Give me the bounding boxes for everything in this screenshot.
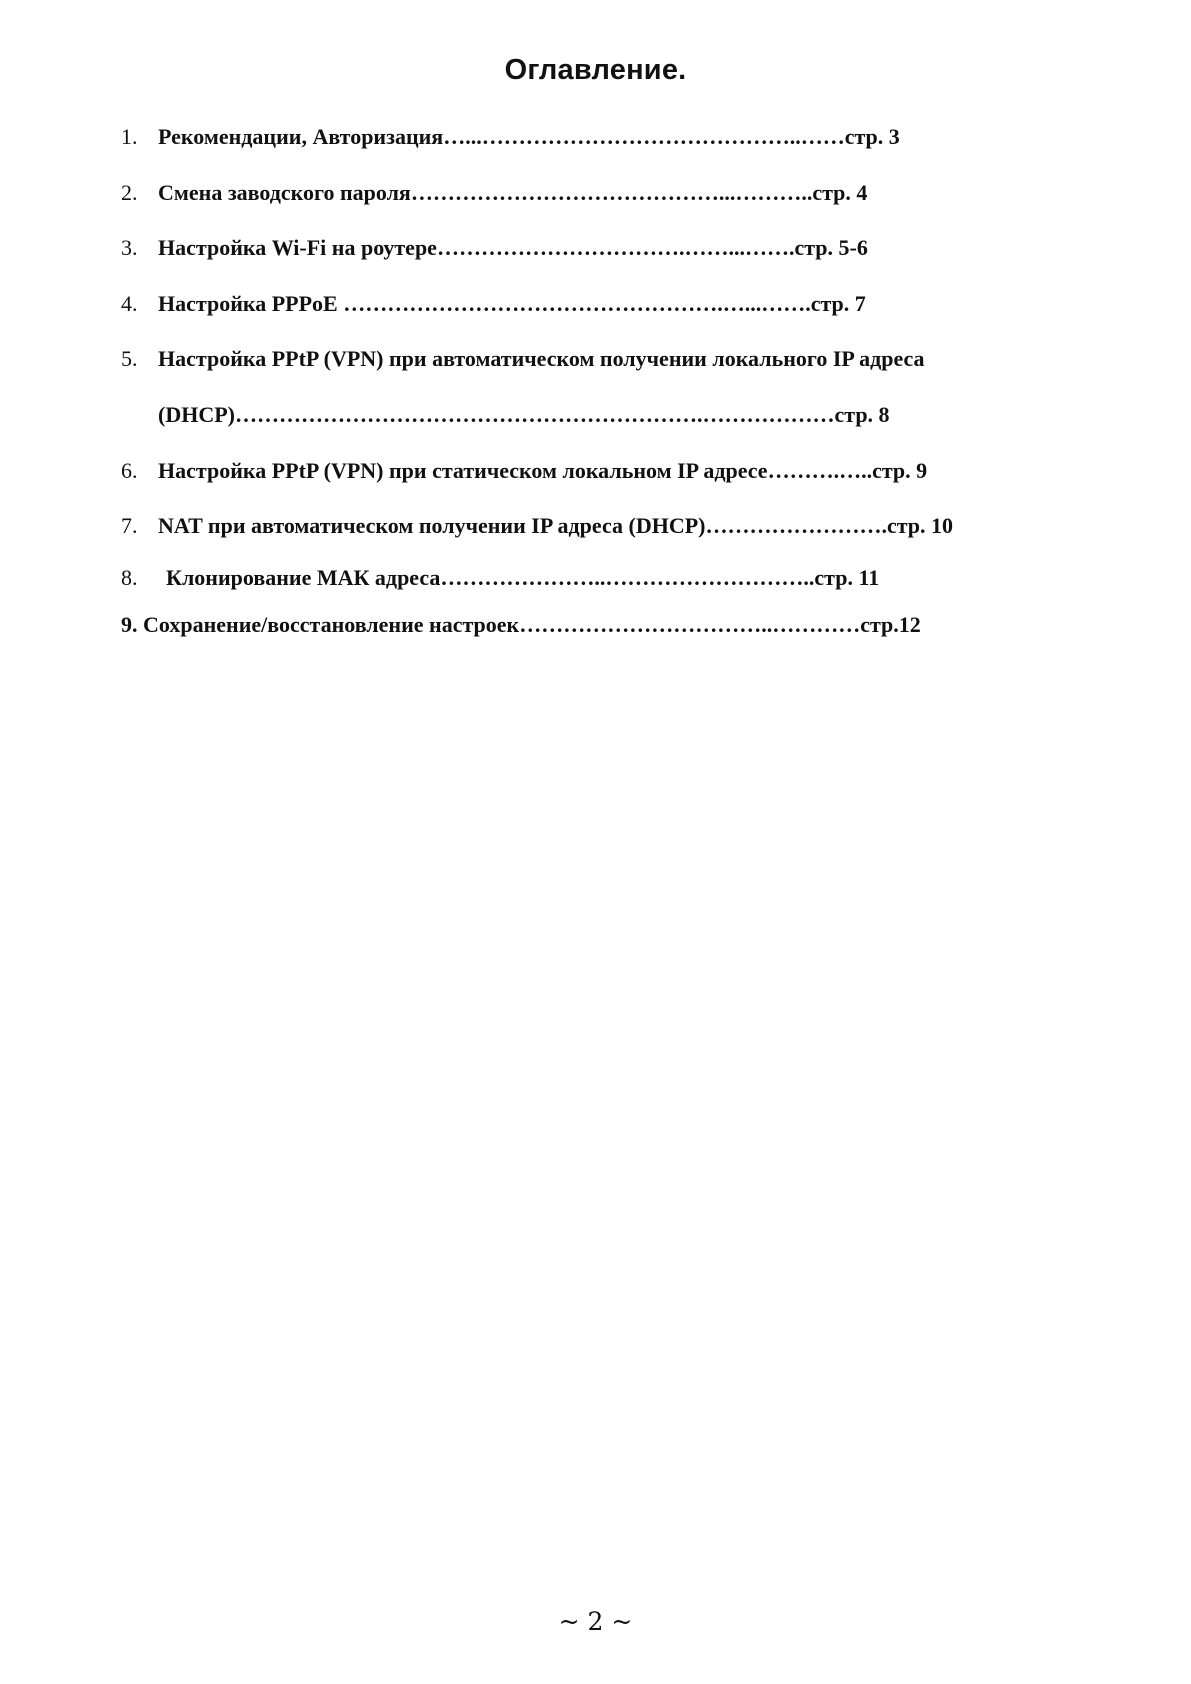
toc-item-number: 5.	[121, 346, 138, 371]
toc-item-number: 8.	[121, 565, 138, 590]
toc-item	[121, 178, 1021, 208]
toc-item	[121, 610, 1021, 640]
toc-item-text: 9. Сохранение/восстановление настроек……………………………..…………стр.12	[121, 612, 921, 637]
toc-item	[121, 456, 1021, 486]
toc-item-text: Настройка Wi-Fi на роутере…………………………….……...…….стр. 5-6	[158, 235, 868, 260]
toc-item-number: 7.	[121, 513, 138, 538]
toc-item	[121, 563, 1021, 593]
toc-item-number: 1.	[121, 124, 138, 149]
toc-item-text: Настройка PPtP (VPN) при статическом локальном IP адресе……….…..стр. 9	[158, 458, 928, 483]
toc-item	[121, 122, 1021, 152]
toc-item-text: Настройка PPPoE …………………………………………….…...…….стр. 7	[158, 291, 866, 316]
toc-item-number: 2.	[121, 180, 138, 205]
toc-item-text: Настройка PPtP (VPN) при автоматическом получении локального IP адреса	[158, 346, 925, 371]
toc-item-continuation	[121, 400, 1021, 430]
toc-item	[121, 289, 1021, 319]
toc-item-text: (DHCP)……………………………………………………….………………стр. 8	[158, 402, 890, 427]
toc-item-number: 6.	[121, 458, 138, 483]
toc-item-number: 4.	[121, 291, 138, 316]
page-number: ~ 2 ~	[558, 1607, 633, 1636]
toc-item-text: NAT при автоматическом получении IP адреса (DHCP)…………………….стр. 10	[158, 513, 954, 538]
toc-item-text: Рекомендации, Авторизация…...……………………………………..……стр. 3	[158, 124, 900, 149]
toc-item	[121, 511, 1031, 541]
page-title: Оглавление.	[504, 54, 687, 86]
toc-item	[121, 233, 1021, 263]
toc-item	[121, 344, 1021, 374]
toc-item-text: Смена заводского пароля……………………………………...………..стр. 4	[158, 180, 868, 205]
toc-item-text: Клонирование МАК адреса…………………..………………………..стр. 11	[166, 565, 880, 590]
toc-item-number: 3.	[121, 235, 138, 260]
